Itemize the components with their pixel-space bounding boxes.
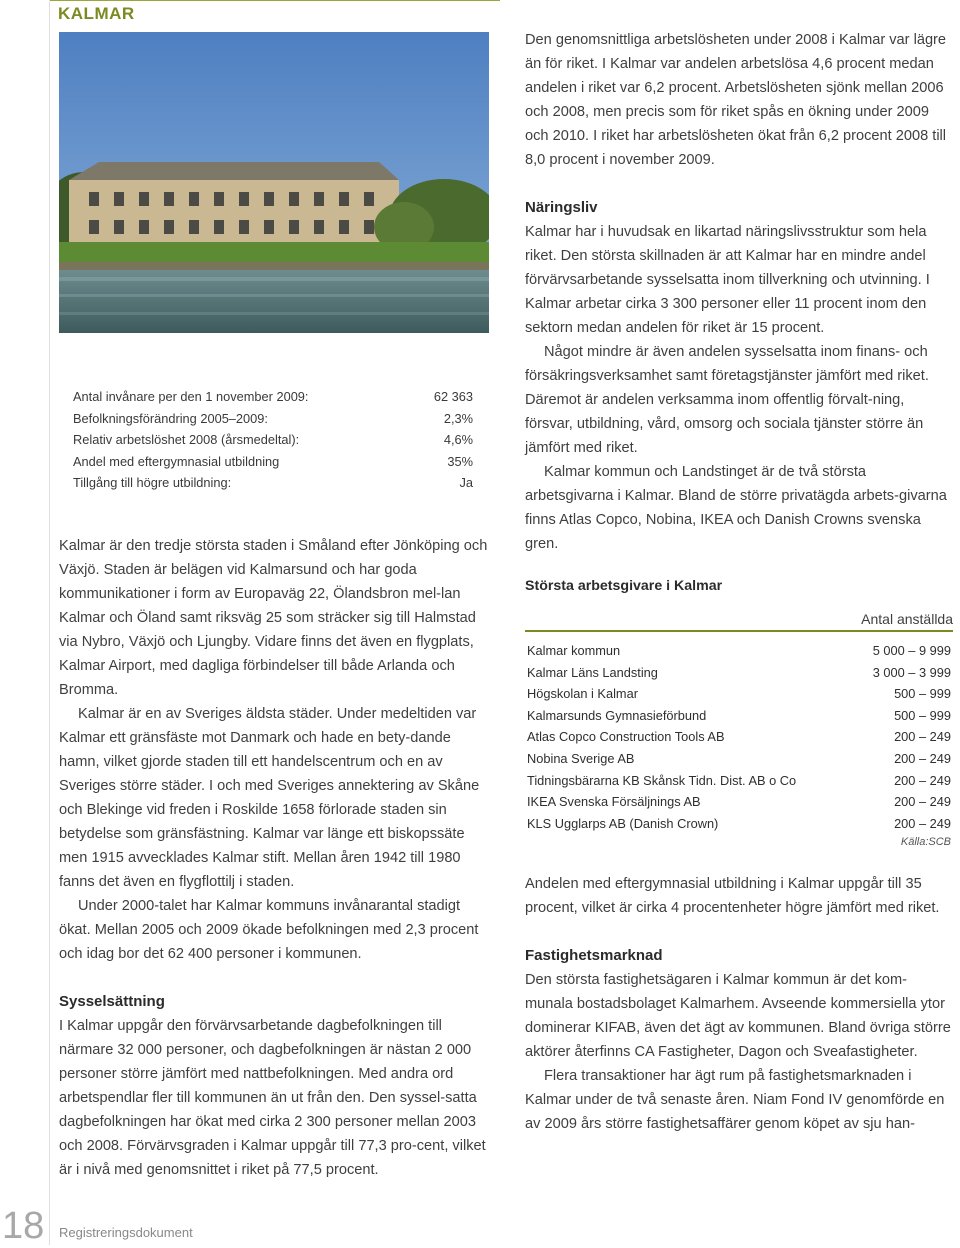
sysselsattning-heading: Sysselsättning xyxy=(59,993,165,1010)
table-row xyxy=(525,726,953,748)
stat-value: 62 363 xyxy=(433,389,473,404)
employer-name: Atlas Copco Construction Tools AB xyxy=(527,729,725,745)
unemployment-paragraph: Den genomsnittliga arbetslösheten under 2008 i Kalmar var lägre än för riket. I Kalmar var andelen arbetslösa 4,6 procent medan andelen i riket var 6,2 procent. Arbetslösheten sjönk mellan 2006 och 2008, men precis som för riket spås en ökning under 2009 och 2010. I riket har arbetslösheten ökat från 6,2 procent 2008 till 8,0 procent i november 2009. xyxy=(525,32,947,168)
transactions-paragraph: Flera transaktioner har ägt rum på fastighetsmarknaden i Kalmar under de två senaste åren. Niam Fond IV genomförde en av 2009 års större fastighetsaffärer genom köpet av sju han- xyxy=(525,1068,945,1132)
real-estate-paragraph: Den största fastighetsägaren i Kalmar kommun är det kom-munala bostadsbolaget Kalmarhem. Avseende kommersiella ytor dominerar KIFAB, även det ägt av kommunen. Bland övriga större aktörer återfinns CA Fastigheter, Dagon och Sveafastigheter. xyxy=(525,972,951,1060)
stat-label: Relativ arbetslöshet 2008 (årsmedeltal): xyxy=(73,432,300,447)
table-row xyxy=(525,705,953,727)
employer-count: 200 – 249 xyxy=(894,750,951,766)
history-paragraph: Kalmar är en av Sveriges äldsta städer. Under medeltiden var Kalmar ett gränsfäste mot Danmark och hade en bety-dande hamn, vilket gjorde staden till ett handelscentrum och en av Sveriges större städer. I och med Sveriges annektering av Skåne och Blekinge vid freden i Roskilde 1658 förlorade staden sin betydelse som gränsfästning. Kalmar var länge ett biskopssäte men 1915 avvecklades Kalmar stift. Mellan åren 1942 till 1980 fanns det även en flygflottilj i staden. xyxy=(59,706,480,890)
employer-name: IKEA Svenska Försäljnings AB xyxy=(527,794,701,810)
employer-count: 3 000 – 3 999 xyxy=(872,664,951,680)
sectors-paragraph: Något mindre är även andelen sysselsatta inom finans- och försäkringsverksamhet samt företagstjänster jämfört med riket. Däremot är andelen verksamma inom offentlig förvalt-ning, försvar, utbildning, vård, omsorg och sociala tjänster större än jämfört med riket. xyxy=(525,344,929,456)
stat-row xyxy=(73,386,473,408)
employers-paragraph: Kalmar kommun och Landstinget är de två största arbetsgivarna i Kalmar. Bland de större privatägda arbets-givarna finns Atlas Copco, Nobina, IKEA och Danish Crowns svenska gren. xyxy=(525,464,947,552)
employer-count: 200 – 249 xyxy=(894,815,951,831)
table-source: Källa:SCB xyxy=(900,836,951,849)
employers-table xyxy=(525,608,953,848)
table-row xyxy=(525,791,953,813)
employer-count: 500 – 999 xyxy=(894,707,951,723)
employer-name: Nobina Sverige AB xyxy=(527,750,635,766)
employer-name: Kalmar Läns Landsting xyxy=(527,664,658,680)
table-row xyxy=(525,662,953,684)
table-row xyxy=(525,683,953,705)
employer-count: 5 000 – 9 999 xyxy=(872,643,951,658)
employers-table-header: Antal anställda xyxy=(525,608,953,632)
naringsliv-heading: Näringsliv xyxy=(525,199,598,216)
employers-table-title: Största arbetsgivare i Kalmar xyxy=(525,578,723,594)
stat-value: Ja xyxy=(459,475,473,490)
table-row xyxy=(525,640,953,662)
employer-count: 200 – 249 xyxy=(894,794,951,810)
kalmar-building-photo xyxy=(59,32,489,333)
top-rule xyxy=(50,0,500,1)
employment-paragraph: I Kalmar uppgår den förvärvsarbetande dagbefolkningen till närmare 32 000 personer, och dagbefolkningen är nästan 2 000 personer större jämfört med nattbefolkningen. Med andra ord arbetspendlar fler till kommunen än ut från den. Den syssel-satta dagbefolkningen har ökat med cirka 2 300 personer mellan 2003 och 2008. Förvärvsgraden i Kalmar uppgår till 77,3 pro-cent, vilket är i nivå med genomsnittet i riket på 77,5 procent. xyxy=(59,1018,486,1178)
stat-label: Tillgång till högre utbildning: xyxy=(73,475,232,490)
fastighet-heading: Fastighetsmarknad xyxy=(525,947,663,964)
population-paragraph: Under 2000-talet har Kalmar kommuns invånarantal stadigt ökat. Mellan 2005 och 2009 ökade befolkningen med 2,3 procent och idag bor det 62 400 personer i kommunen. xyxy=(59,898,479,962)
stat-row xyxy=(73,429,473,451)
table-row xyxy=(525,813,953,835)
employer-count: 200 – 249 xyxy=(894,729,951,745)
stat-row xyxy=(73,472,473,494)
industry-paragraph: Kalmar har i huvudsak en likartad näringslivsstruktur som hela riket. Den största skillnaden är att Kalmar har en mindre andel förvärvsarbetande sysselsatta inom tillverkning och utvinning. I Kalmar arbetar cirka 3 300 personer eller 11 procent inom den sektorn medan andelen för riket är 15 procent. xyxy=(525,224,930,336)
stat-value: 2,3% xyxy=(443,410,473,426)
employer-name: Tidningsbärarna KB Skånsk Tidn. Dist. AB o Co xyxy=(527,772,797,788)
stat-label: Antal invånare per den 1 november 2009: xyxy=(73,389,309,404)
employer-count: 500 – 999 xyxy=(894,686,951,702)
stat-label: Andel med eftergymnasial utbildning xyxy=(73,453,280,469)
stat-value: 35% xyxy=(447,453,473,469)
stat-value: 4,6% xyxy=(443,432,473,447)
margin-rule xyxy=(49,0,50,1245)
left-column xyxy=(59,534,489,1182)
employer-name: Kalmarsunds Gymnasieförbund xyxy=(527,707,707,723)
table-row xyxy=(525,770,953,792)
intro-paragraph: Kalmar är den tredje största staden i Småland efter Jönköping och Växjö. Staden är belägen vid Kalmarsund och har goda kommunikationer i form av Europaväg 22, Ölandsbron mel-lan Kalmar och Öland samt riksväg 25 som sträcker sig till Halmstad via Nybro, Växjö och Ljungby. Vidare finns det även en flygplats, Kalmar Airport, med dagliga förbindelser till både Arlanda och Bromma. xyxy=(59,538,488,698)
table-row xyxy=(525,748,953,770)
employer-name: Högskolan i Kalmar xyxy=(527,686,638,702)
stat-row xyxy=(73,408,473,430)
page-number: 18 xyxy=(2,1205,45,1247)
page-margin-sidebar xyxy=(0,0,50,1245)
education-paragraph: Andelen med eftergymnasial utbildning i Kalmar uppgår till 35 procent, vilket är cirka 4 procentenheter högre jämfört med riket. xyxy=(525,876,940,916)
section-heading: KALMAR xyxy=(58,4,135,23)
footer-label: Registreringsdokument xyxy=(59,1225,193,1240)
right-column-bottom xyxy=(525,872,953,1136)
employer-count: 200 – 249 xyxy=(894,772,951,788)
employer-name: Kalmar kommun xyxy=(527,643,621,658)
key-stats-box xyxy=(73,386,473,494)
stat-row xyxy=(73,451,473,473)
stat-label: Befolkningsförändring 2005–2009: xyxy=(73,410,268,426)
employer-name: KLS Ugglarps AB (Danish Crown) xyxy=(527,815,719,831)
right-column-top xyxy=(525,28,953,556)
